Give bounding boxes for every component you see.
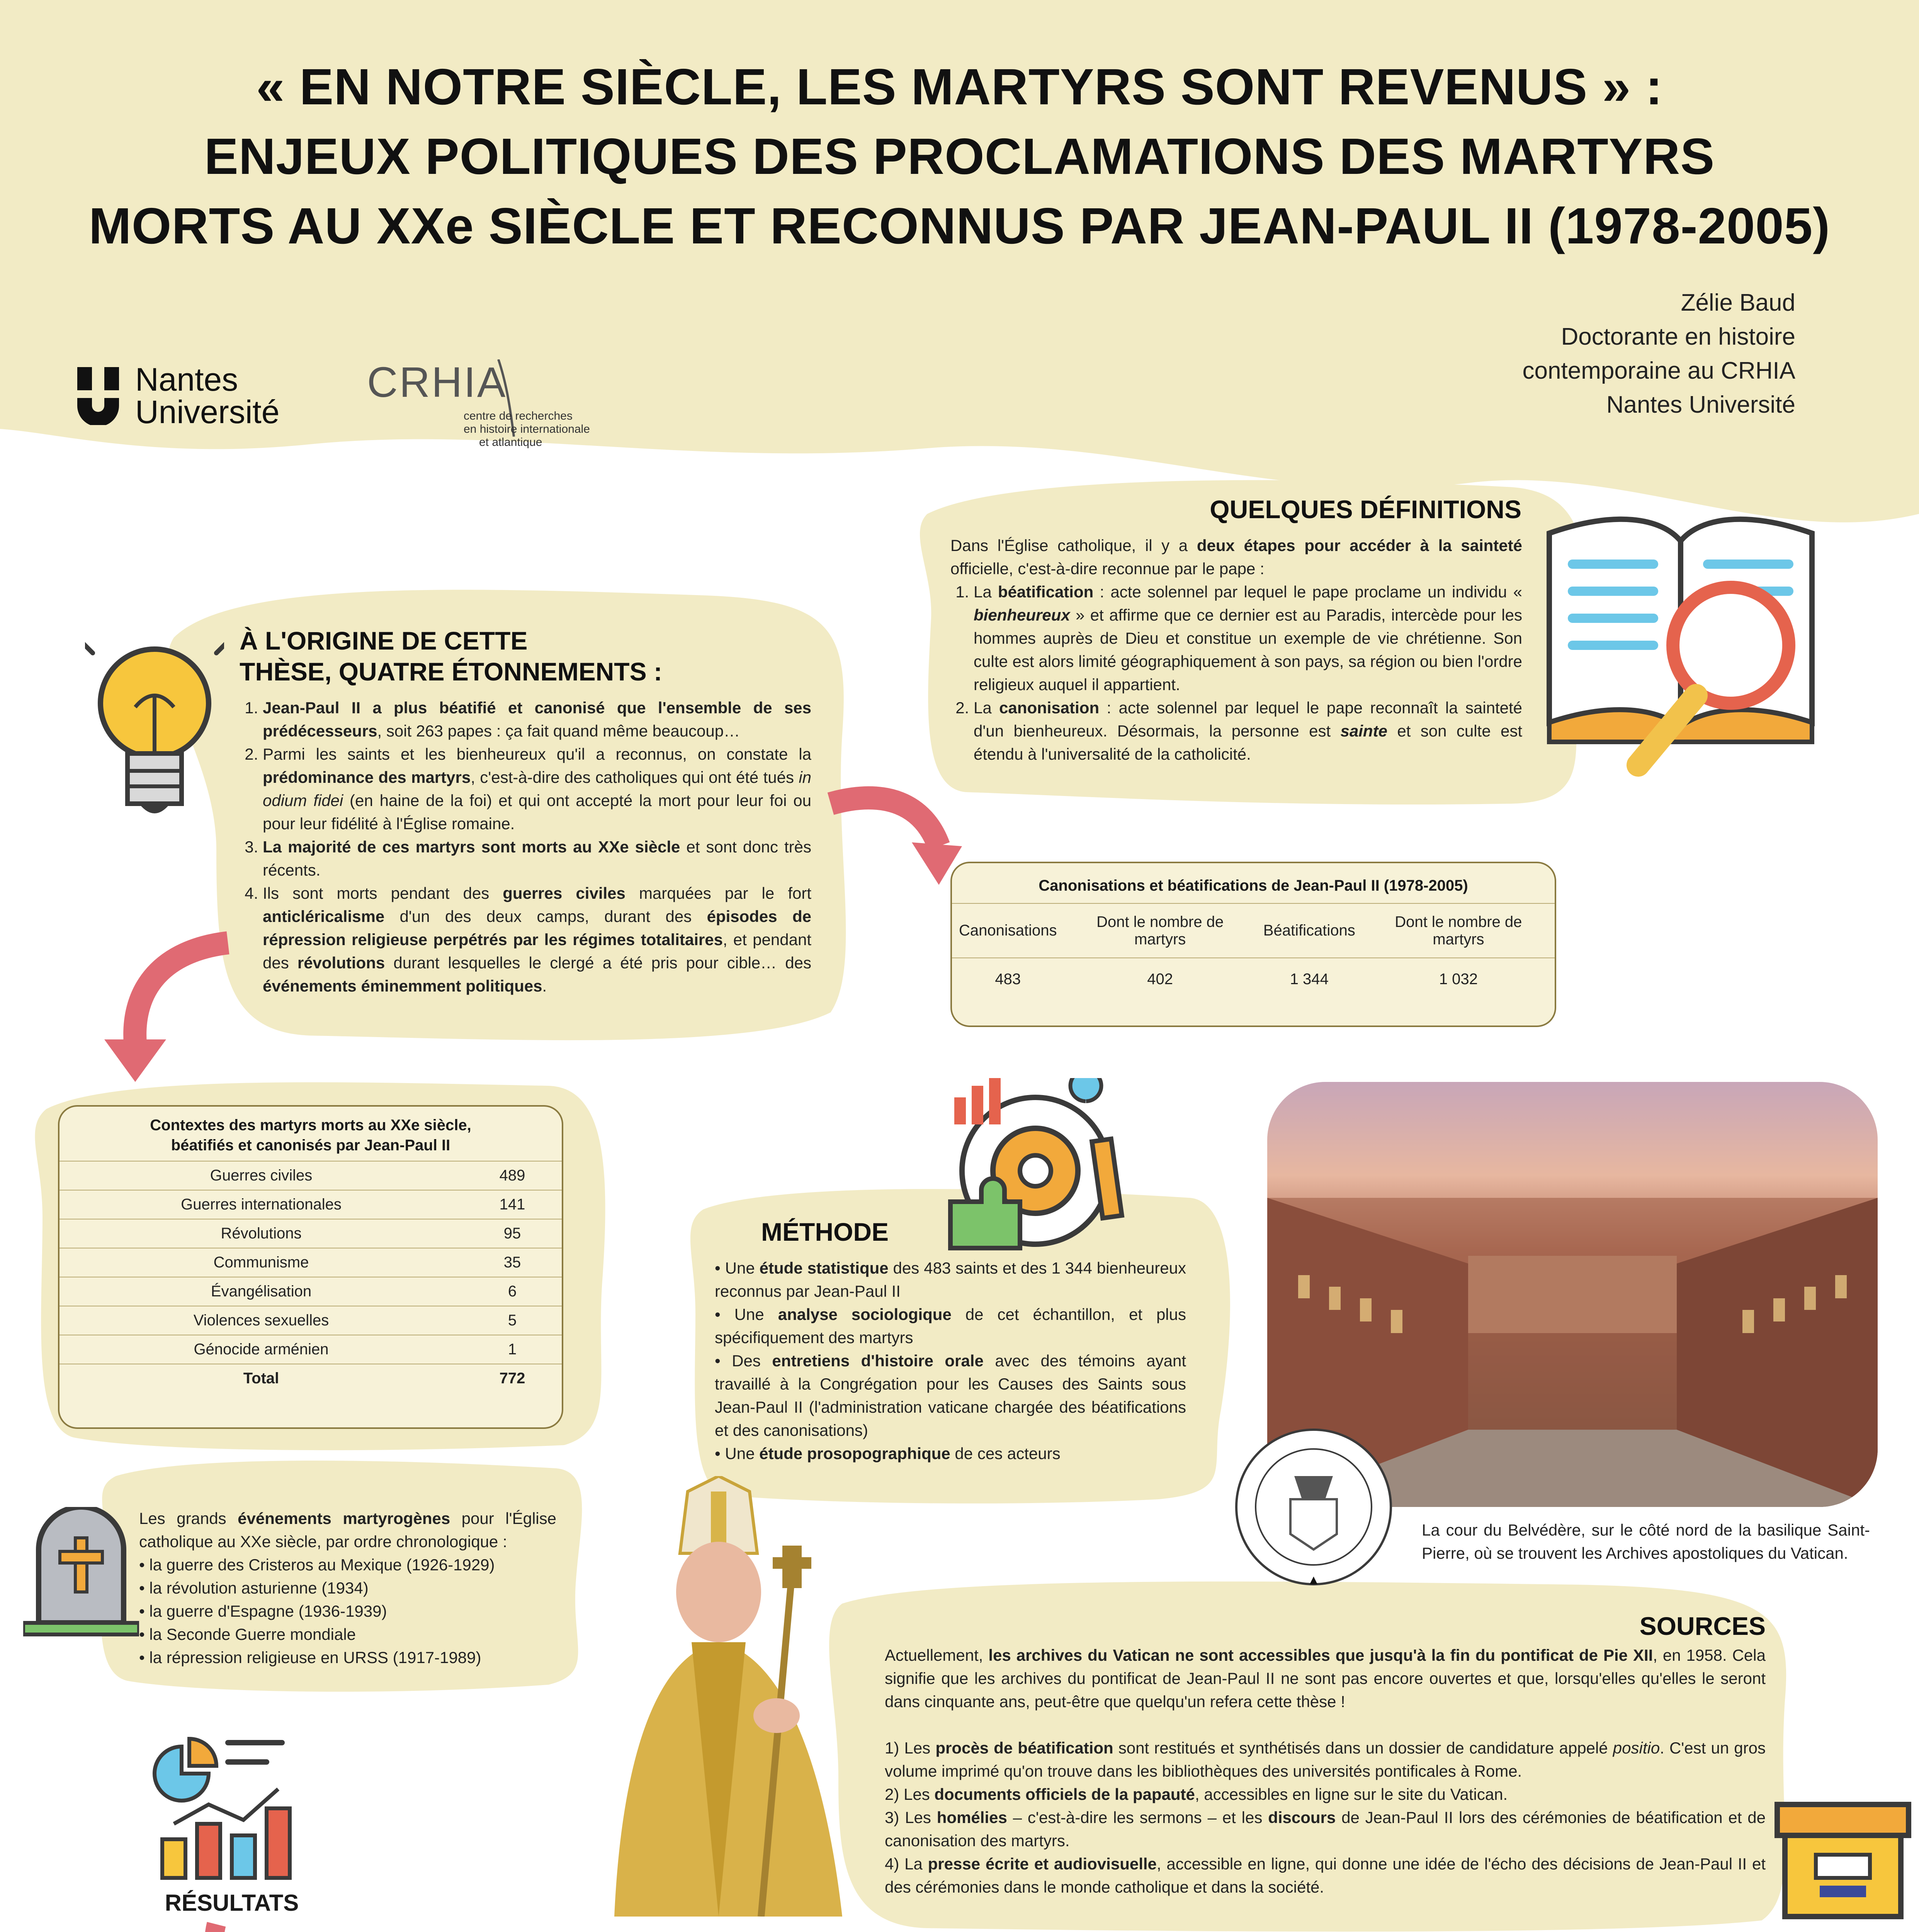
nantes-universite-logo [77, 363, 309, 433]
crhia-logo [367, 359, 645, 449]
arrow-icon [823, 781, 970, 889]
total-label: Total [243, 1370, 279, 1387]
table-row [59, 1219, 562, 1248]
list-item: • la Seconde Guerre mondiale [139, 1625, 356, 1643]
context-label: Guerres internationales [59, 1190, 463, 1219]
methode-item-4: • Une étude prosopographique de ces acteurs [715, 1444, 1061, 1463]
sources-section [885, 1611, 1766, 1899]
list-item: • la guerre des Cristeros au Mexique (1926-1929) [139, 1556, 495, 1574]
origine-title-2: THÈSE, QUATRE ÉTONNEMENTS : [240, 657, 662, 686]
contexts-table-title [59, 1107, 562, 1162]
context-value: 6 [463, 1277, 562, 1306]
context-label: Guerres civiles [59, 1162, 463, 1190]
source-item-2: 2) Les documents officiels de la papauté, accessibles en ligne sur le site du Vatican. [885, 1785, 1508, 1803]
methode-item-1: • Une étude statistique des 483 saints et des 1 344 bienheureux reconnus par Jean-Paul II [715, 1259, 1186, 1300]
author-block [1523, 286, 1795, 422]
definition-canonisation: 2. La canonisation : acte solennel par lequel le pape reconnaît la sainteté d'un bienheureux. Désormais, la personne est sainte et son culte est étendu à l'universalité de la catholicité. [974, 696, 1522, 766]
origine-section [240, 626, 811, 998]
methode-item-2: • Une analyse sociologique de cet échantillon, et plus spécifiquement des martyrs [715, 1305, 1186, 1347]
methode-section [715, 1217, 1186, 1465]
photo-caption: La cour du Belvédère, sur le côté nord de la basilique Saint-Pierre, où se trouvent les Archives apostoliques du Vatican. [1422, 1521, 1870, 1562]
arrow-icon [93, 927, 240, 1090]
table-header: Béatifications [1256, 904, 1362, 958]
table-row [59, 1162, 562, 1190]
contexts-table [58, 1105, 563, 1429]
table-cell: 1 344 [1290, 971, 1329, 988]
table-row [59, 1306, 562, 1335]
nantes-logo-text-1: Nantes [135, 361, 238, 398]
crhia-sub-1: centre de recherches [464, 410, 573, 422]
nantes-logo-icon [77, 363, 124, 425]
results-title: RÉSULTATS [165, 1890, 299, 1916]
origine-title-1: À L'ORIGINE DE CETTE [240, 626, 528, 655]
source-item-3: 3) Les homélies – c'est-à-dire les sermons – et les discours de Jean-Paul II lors des cérémonies de béatification et de canonisation des martyrs. [885, 1808, 1766, 1850]
table-header: Dont le nombre de martyrs [1064, 904, 1256, 958]
context-value: 35 [463, 1248, 562, 1277]
context-value: 1 [463, 1335, 562, 1364]
table-cell: 402 [1147, 971, 1173, 988]
contexts-title-2: béatifiés et canonisés par Jean-Paul II [171, 1137, 450, 1154]
author-name: Zélie Baud [1681, 289, 1795, 316]
book-magnifier-icon [1538, 487, 1831, 784]
source-item-1: 1) Les procès de béatification sont restitués et synthétisés dans un dossier de candidature appelé positio. C'est un gros volume imprimé qu'on trouve dans les bibliothèques des universités pontificales à Rome. [885, 1739, 1766, 1780]
origine-item-3: 3. La majorité de ces martyrs sont morts au XXe siècle et sont donc très récents. [263, 835, 811, 882]
methode-list [715, 1257, 1186, 1465]
table-header: Dont le nombre de martyrs [1362, 904, 1555, 958]
origine-item-4: 4. Ils sont morts pendant des guerres civiles marquées par le fort anticléricalisme d'un des deux camps, durant des épisodes de répression religieuse perpétrés par les régimes totalitaires, et pendant des révolutions durant lesquelles le clergé a été pris pour cible… des événements éminemment politiques. [263, 882, 811, 998]
tombstone-icon [23, 1507, 139, 1638]
origine-item-1: 1. Jean-Paul II a plus béatifié et canonisé que l'ensemble de ses prédécesseurs, soit 263 papes : ça fait quand même beaucoup… [263, 696, 811, 743]
light-bulb-icon [85, 638, 224, 831]
context-value: 489 [463, 1162, 562, 1190]
contexts-title-1: Contextes des martyrs morts au XXe siècle, [150, 1117, 471, 1134]
vatican-archives-seal-icon [1229, 1422, 1399, 1592]
definition-beatification: 1. La béatification : acte solennel par lequel le pape proclame un individu « bienheureux » et affirme que ce dernier est au Paradis, intercède pour les hommes auprès de Dieu et constitue un exemple de vie chrétienne. Son culte est alors limité géographiquement à son pays, sa région ou bien l'ordre religieux auquel il appartient. [974, 580, 1522, 696]
table-cell: 483 [995, 971, 1021, 988]
pope-john-paul-ii-image [591, 1476, 862, 1917]
crhia-logo-text: CRHIA [367, 359, 507, 406]
context-label: Révolutions [59, 1219, 463, 1248]
origine-item-2: 2. Parmi les saints et les bienheureux qu'il a reconnus, on constate la prédominance des martyrs, c'est-à-dire des catholiques qui ont été tués in odium fidei (en haine de la foi) et qui ont accepté la mort pour leur foi ou pour leur fidélité à l'Église romaine. [263, 743, 811, 835]
title-line-2: ENJEUX POLITIQUES DES PROCLAMATIONS DES MARTYRS [204, 128, 1715, 185]
crhia-sub-2: en histoire internationale [464, 423, 590, 435]
crhia-logo-sub [464, 410, 590, 449]
definitions-title: QUELQUES DÉFINITIONS [1210, 495, 1521, 524]
table-row [59, 1190, 562, 1219]
methode-item-3: • Des entretiens d'histoire orale avec des témoins ayant travaillé à la Congrégation pour les Causes des Saints sous Jean-Paul II (l'administration vaticane chargée des béatifications et des canonisations) [715, 1352, 1186, 1439]
definitions-section [950, 495, 1522, 766]
context-value: 95 [463, 1219, 562, 1248]
archive-box-icon [1773, 1797, 1912, 1924]
list-item: • la révolution asturienne (1934) [139, 1579, 369, 1597]
sources-intro: Actuellement, les archives du Vatican ne sont accessibles que jusqu'à la fin du pontificat de Pie XII, en 1958. Cela signifie que les archives du pontificat de Jean-Paul II ne sont pas encore ouvertes et que, lorsqu'elles qu'elles le seront dans cinquante ans, peut-être que quelqu'un refera cette thèse ! [885, 1646, 1766, 1711]
canonisations-table-title: Canonisations et béatifications de Jean-Paul II (1978-2005) [952, 863, 1555, 904]
author-role-2: contemporaine au CRHIA [1522, 357, 1795, 384]
arrow-icon [201, 1917, 301, 1932]
title-line-3: MORTS AU XXe SIÈCLE ET RECONNUS PAR JEAN-PAUL II (1978-2005) [88, 197, 1831, 254]
events-text: Les grands événements martyrogènes pour l'Église catholique au XXe siècle, par ordre chronologique : • la guerre des Cristeros au Mexique (1926-1929) • la révolution asturienne (1934) • la guerre d'Espagne (1936-1939) • la Seconde Guerre mondiale • la répression religieuse en URSS (1917-1989) [139, 1507, 556, 1669]
events-section [139, 1507, 556, 1669]
author-institution: Nantes Université [1606, 391, 1795, 418]
author-role-1: Doctorante en histoire [1561, 323, 1795, 350]
table-header: Canonisations [952, 904, 1064, 958]
list-item: • la guerre d'Espagne (1936-1939) [139, 1602, 387, 1620]
sources-text [885, 1644, 1766, 1899]
total-value: 772 [499, 1370, 525, 1387]
table-cell: 1 032 [1439, 971, 1478, 988]
methode-title: MÉTHODE [761, 1218, 889, 1246]
context-value: 5 [463, 1306, 562, 1335]
table-row [59, 1335, 562, 1364]
sources-title: SOURCES [1639, 1612, 1766, 1640]
title-line-1: « EN NOTRE SIÈCLE, LES MARTYRS SONT REVENUS » : [256, 58, 1663, 115]
table-row [59, 1277, 562, 1306]
definitions-text: Dans l'Église catholique, il y a deux étapes pour accéder à la sainteté officielle, c'est-à-dire reconnue par le pape : 1. La béatification : acte solennel par lequel le pape proclame un individu « bienheureux » et affirme que ce dernier est au Paradis, intercède pour les hommes auprès de Dieu et constitue un exemple de vie chrétienne. Son culte est alors limité géographiquement à son pays, sa région ou bien l'ordre religieux auquel il appartient. 2. La canonisation : acte solennel par lequel le pape reconnaît la sainteté d'un bienheureux. Désormais, la personne est sainte et son culte est étendu à l'universalité de la catholicité. [950, 534, 1522, 766]
origine-list [240, 696, 811, 998]
list-item: • la répression religieuse en URSS (1917-1989) [139, 1648, 481, 1667]
context-label: Violences sexuelles [59, 1306, 463, 1335]
context-label: Communisme [59, 1248, 463, 1277]
context-value: 141 [463, 1190, 562, 1219]
canonisations-table [950, 862, 1556, 1027]
table-row [59, 1248, 562, 1277]
context-label: Génocide arménien [59, 1335, 463, 1364]
nantes-logo-text-2: Université [135, 394, 280, 430]
results-chart-icon [151, 1723, 313, 1886]
crhia-sub-3: et atlantique [479, 436, 542, 449]
context-label: Évangélisation [59, 1277, 463, 1306]
source-item-4: 4) La presse écrite et audiovisuelle, accessible en ligne, qui donne une idée de l'écho des décisions de Jean-Paul II et des cérémonies dans le monde catholique et dans la société. [885, 1855, 1766, 1896]
